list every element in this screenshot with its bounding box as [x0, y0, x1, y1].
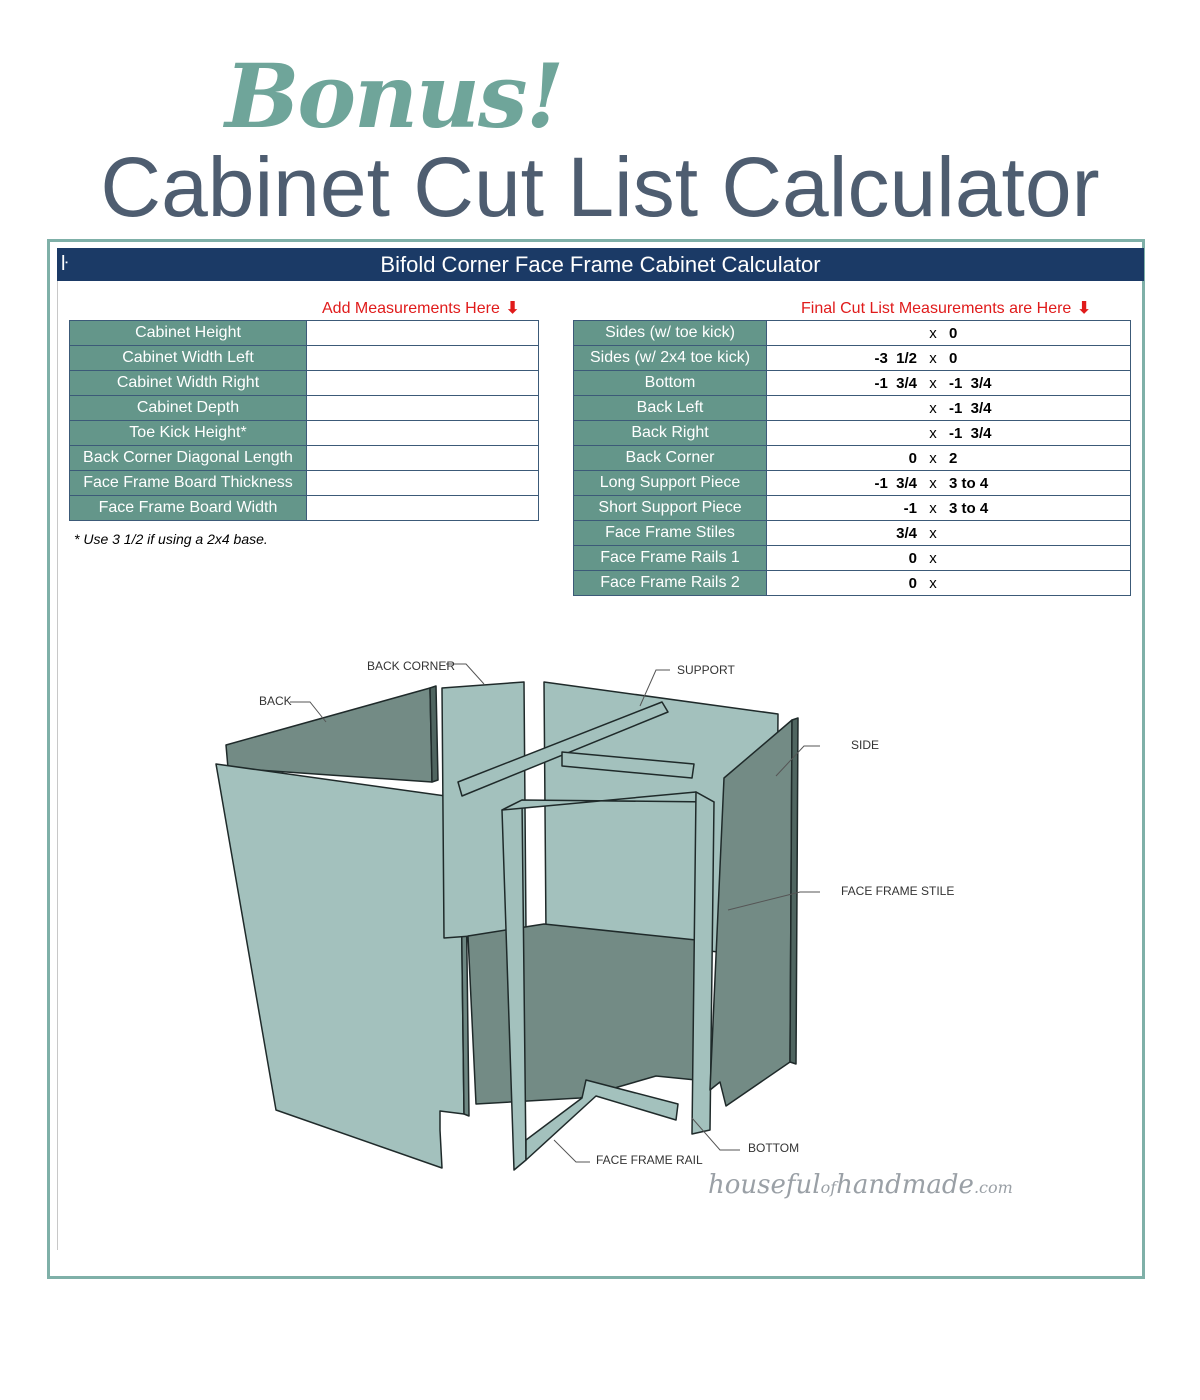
callout-back: BACK [259, 694, 292, 708]
logo-part: houseful [708, 1170, 821, 1200]
table-row [574, 496, 1131, 521]
table-row [574, 571, 1131, 596]
times-symbol: x [929, 474, 937, 492]
input-label: Face Frame Board Width [70, 496, 307, 521]
back-panel [226, 688, 432, 782]
input-label: Face Frame Board Thickness [70, 471, 307, 496]
cut-list-label: Face Frame Rails 2 [574, 571, 767, 596]
table-row [70, 346, 539, 371]
table-row [70, 446, 539, 471]
callout-support: SUPPORT [677, 663, 735, 677]
cut-dimension-b: 3 to 4 [949, 499, 989, 517]
arrow-down-icon: ⬇ [1077, 300, 1091, 317]
cut-dimension-a: -1 3/4 [874, 374, 917, 392]
table-row [574, 371, 1131, 396]
input-label: Back Corner Diagonal Length [70, 446, 307, 471]
cut-dimension-b: 0 [949, 349, 958, 367]
cut-list-label: Sides (w/ 2x4 toe kick) [574, 346, 767, 371]
callout-face-frame-stile: FACE FRAME STILE [841, 884, 955, 898]
arrow-down-icon: ⬇ [505, 300, 520, 317]
times-symbol: x [929, 374, 937, 392]
times-symbol: x [929, 399, 937, 417]
table-row [574, 346, 1131, 371]
back-panel-edge [430, 686, 438, 782]
input-label: Cabinet Height [70, 321, 307, 346]
cut-list-label: Face Frame Stiles [574, 521, 767, 546]
output-section-label [801, 298, 1091, 318]
times-symbol: x [929, 324, 937, 342]
input-cell-face-frame-width[interactable] [307, 496, 539, 521]
input-label: Cabinet Depth [70, 396, 307, 421]
table-row [70, 496, 539, 521]
cut-list-label: Sides (w/ toe kick) [574, 321, 767, 346]
cut-list-label: Back Right [574, 421, 767, 446]
table-row [574, 521, 1131, 546]
table-row [70, 396, 539, 421]
toe-kick-note: * Use 3 1/2 if using a 2x4 base. [74, 531, 268, 547]
cut-list-label: Long Support Piece [574, 471, 767, 496]
table-row [574, 421, 1131, 446]
cut-list-label: Face Frame Rails 1 [574, 546, 767, 571]
cut-list-value [767, 396, 1131, 421]
left-side-panel [216, 764, 464, 1168]
times-symbol: x [929, 424, 937, 442]
cut-list-label: Short Support Piece [574, 496, 767, 521]
input-label: Cabinet Width Right [70, 371, 307, 396]
table-row [70, 321, 539, 346]
input-section-label [322, 298, 519, 318]
page-title: Cabinet Cut List Calculator [100, 140, 1100, 234]
cut-list-value [767, 371, 1131, 396]
cut-list-value [767, 446, 1131, 471]
cut-list-value [767, 496, 1131, 521]
input-cell-face-frame-thickness[interactable] [307, 471, 539, 496]
right-side-panel-edge [790, 718, 798, 1064]
logo-part: of [820, 1178, 837, 1197]
input-label: Cabinet Width Left [70, 346, 307, 371]
cut-dimension-b: 0 [949, 324, 958, 342]
logo-part: .com [973, 1178, 1013, 1197]
cut-dimension-a: -1 [903, 499, 917, 517]
cut-dimension-a: 0 [908, 549, 917, 567]
cut-list-value [767, 571, 1131, 596]
cut-dimension-b: 3 to 4 [949, 474, 989, 492]
cut-dimension-b: -1 3/4 [949, 374, 992, 392]
times-symbol: x [929, 349, 937, 367]
table-row [574, 446, 1131, 471]
cut-list-label: Back Corner [574, 446, 767, 471]
cell-marker: ŀ [61, 253, 68, 275]
cut-dimension-b: -1 3/4 [949, 399, 992, 417]
table-row [574, 471, 1131, 496]
cut-list-value [767, 471, 1131, 496]
input-cell-cabinet-width-right[interactable] [307, 371, 539, 396]
cut-list-value [767, 421, 1131, 446]
table-row [574, 546, 1131, 571]
cut-dimension-a: 0 [908, 449, 917, 467]
bottom-panel [468, 924, 696, 1104]
cut-list-label: Back Left [574, 396, 767, 421]
input-table [69, 320, 539, 521]
cut-dimension-a: 3/4 [896, 524, 917, 542]
cut-list-label: Bottom [574, 371, 767, 396]
cut-dimension-b: -1 3/4 [949, 424, 992, 442]
calculator-title: Bifold Corner Face Frame Cabinet Calculator [380, 252, 821, 277]
bonus-heading: Bonus! [225, 44, 563, 148]
table-row [574, 396, 1131, 421]
output-label-text: Final Cut List Measurements are Here [801, 300, 1072, 317]
cut-list-value [767, 321, 1131, 346]
input-cell-back-corner-diagonal[interactable] [307, 446, 539, 471]
cut-dimension-b: 2 [949, 449, 958, 467]
cabinet-diagram [180, 640, 1000, 1240]
times-symbol: x [929, 449, 937, 467]
times-symbol: x [929, 574, 937, 592]
calculator-title-bar [57, 248, 1144, 281]
cut-list-value [767, 546, 1131, 571]
times-symbol: x [929, 499, 937, 517]
input-cell-cabinet-width-left[interactable] [307, 346, 539, 371]
input-label-text: Add Measurements Here [322, 300, 500, 317]
input-label: Toe Kick Height* [70, 421, 307, 446]
callout-side: SIDE [851, 738, 880, 752]
cut-dimension-a: -1 3/4 [874, 474, 917, 492]
sheet-gridline [57, 250, 58, 1250]
times-symbol: x [929, 524, 937, 542]
callout-face-frame-rail: FACE FRAME RAIL [596, 1153, 703, 1167]
input-cell-cabinet-height[interactable] [307, 321, 539, 346]
input-cell-toe-kick-height[interactable] [307, 421, 539, 446]
cut-list-table [573, 320, 1131, 596]
times-symbol: x [929, 549, 937, 567]
cut-dimension-a: 0 [908, 574, 917, 592]
callout-back-corner: BACK CORNER [367, 659, 456, 673]
cut-dimension-a: -3 1/2 [874, 349, 917, 367]
logo-part: handmade [836, 1170, 974, 1200]
callout-bottom: BOTTOM [748, 1141, 800, 1155]
table-row [70, 371, 539, 396]
input-cell-cabinet-depth[interactable] [307, 396, 539, 421]
houseful-of-handmade-logo [708, 1170, 1013, 1200]
cut-list-value [767, 346, 1131, 371]
table-row [70, 421, 539, 446]
table-row [574, 321, 1131, 346]
table-row [70, 471, 539, 496]
cut-list-value [767, 521, 1131, 546]
